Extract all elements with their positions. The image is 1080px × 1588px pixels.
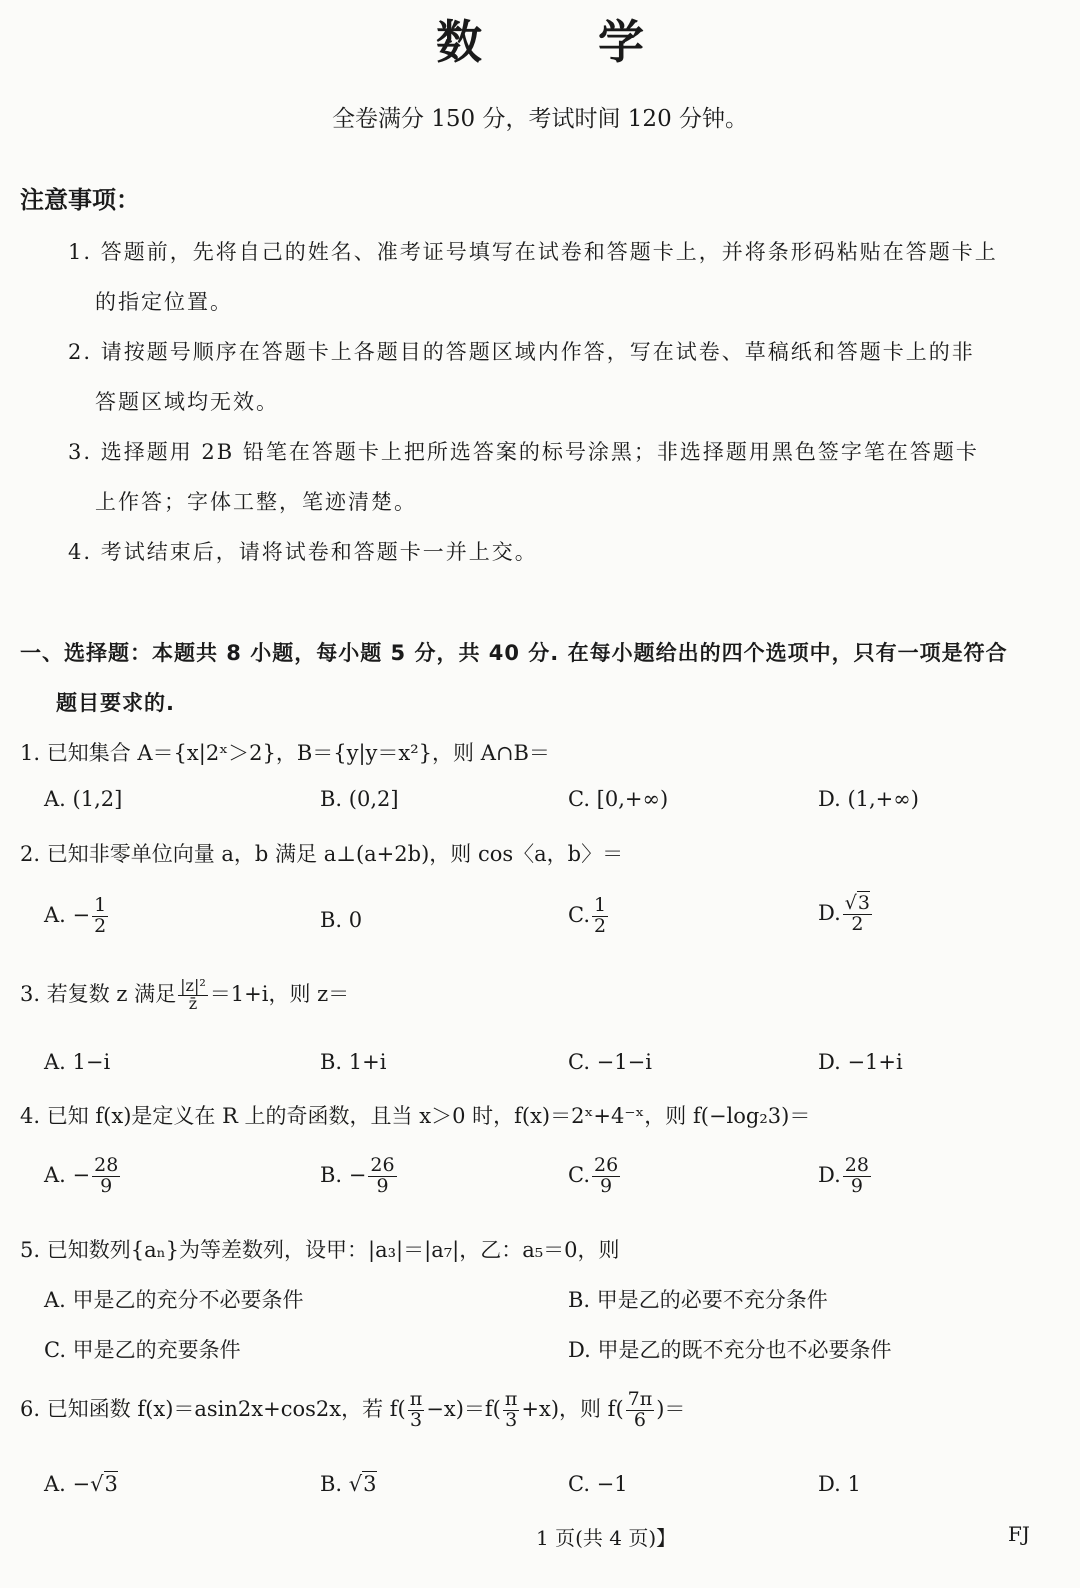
notice-item-1-cont: 的指定位置。 xyxy=(95,290,233,314)
question-3-stem: 3. 若复数 z 满足 $\frac{\text{|z|²}}{z̄}$ ＝1+i，则 z＝ xyxy=(20,976,350,1013)
question-6-option-a: A. −√3 xyxy=(44,1472,118,1496)
exam-title: 数 学 xyxy=(435,15,694,69)
question-6-stem: 6. 已知函数 f(x)＝asin2x+cos2x，若 f( $\frac{\pi}{3}$ −x)＝f( $\frac{\pi}{3}$ +x)，则 f( $\frac{7\pi}{6}$ )＝ xyxy=(20,1388,686,1431)
notice-item-2-cont: 答题区域均无效。 xyxy=(95,390,279,414)
question-2-option-d: D. $\frac{√3}{2}$ xyxy=(818,892,870,935)
question-5-option-d: D. 甲是乙的既不充分也不必要条件 xyxy=(568,1338,892,1362)
question-2-option-a: A. − $\frac{1}{2}$ xyxy=(44,894,107,937)
question-2-option-c: C. $\frac{1}{2}$ xyxy=(568,894,607,937)
question-3-option-b: B. 1+i xyxy=(320,1050,387,1074)
question-3-option-c: C. −1−i xyxy=(568,1050,652,1074)
question-1-option-b: B. (0,2] xyxy=(320,787,399,811)
notice-item-3: 3. 选择题用 2B 铅笔在答题卡上把所选答案的标号涂黑；非选择题用黑色签字笔在答题卡 xyxy=(68,440,979,464)
question-4-option-a: A. − $\frac{28}{9}$ xyxy=(44,1154,119,1197)
question-4-option-d: D. $\frac{28}{9}$ xyxy=(818,1154,869,1197)
exam-subtitle: 全卷满分 150 分，考试时间 120 分钟。 xyxy=(331,106,749,132)
question-3-option-a: A. 1−i xyxy=(44,1050,111,1074)
question-6-option-c: C. −1 xyxy=(568,1472,628,1496)
question-1-option-c: C. [0,+∞) xyxy=(568,787,669,811)
question-4-option-b: B. − $\frac{26}{9}$ xyxy=(320,1154,395,1197)
question-6-option-d: D. 1 xyxy=(818,1472,861,1496)
question-6-option-b: B. √3 xyxy=(320,1472,377,1496)
notice-item-3-cont: 上作答；字体工整，笔迹清楚。 xyxy=(95,490,417,514)
question-5-option-b: B. 甲是乙的必要不充分条件 xyxy=(568,1288,828,1312)
notice-item-1: 1. 答题前，先将自己的姓名、准考证号填写在试卷和答题卡上，并将条形码粘贴在答题卡上 xyxy=(68,240,998,264)
question-2-option-b: B. 0 xyxy=(320,908,363,932)
paper-code: FJ xyxy=(1008,1522,1030,1546)
question-1-option-d: D. (1,+∞) xyxy=(818,787,919,811)
question-4-option-c: C. $\frac{26}{9}$ xyxy=(568,1154,619,1197)
question-1-stem: 1. 已知集合 A＝{x|2ˣ＞2}，B＝{y|y＝x²}，则 A∩B＝ xyxy=(20,741,550,765)
section-heading-cont: 题目要求的. xyxy=(56,691,175,715)
question-4-stem: 4. 已知 f(x)是定义在 R 上的奇函数，且当 x＞0 时，f(x)＝2ˣ+4⁻ˣ，则 f(−log₂3)＝ xyxy=(20,1104,811,1128)
question-3-option-d: D. −1+i xyxy=(818,1050,903,1074)
question-5-option-a: A. 甲是乙的充分不必要条件 xyxy=(44,1288,304,1312)
section-heading: 一、选择题：本题共 8 小题，每小题 5 分，共 40 分. 在每小题给出的四个选项中，只有一项是符合 xyxy=(20,641,1008,665)
notice-item-2: 2. 请按题号顺序在答题卡上各题目的答题区域内作答，写在试卷、草稿纸和答题卡上的非 xyxy=(68,340,975,364)
page-number: 1 页(共 4 页)】 xyxy=(536,1526,677,1550)
notice-heading: 注意事项： xyxy=(20,186,140,214)
question-1-option-a: A. (1,2] xyxy=(44,787,123,811)
question-5-option-c: C. 甲是乙的充要条件 xyxy=(44,1338,241,1362)
notice-item-4: 4. 考试结束后，请将试卷和答题卡一并上交。 xyxy=(68,540,538,564)
question-5-stem: 5. 已知数列{aₙ}为等差数列，设甲：|a₃|＝|a₇|，乙：a₅＝0，则 xyxy=(20,1238,620,1262)
question-2-stem: 2. 已知非零单位向量 a，b 满足 a⊥(a+2b)，则 cos〈a，b〉＝ xyxy=(20,842,624,866)
